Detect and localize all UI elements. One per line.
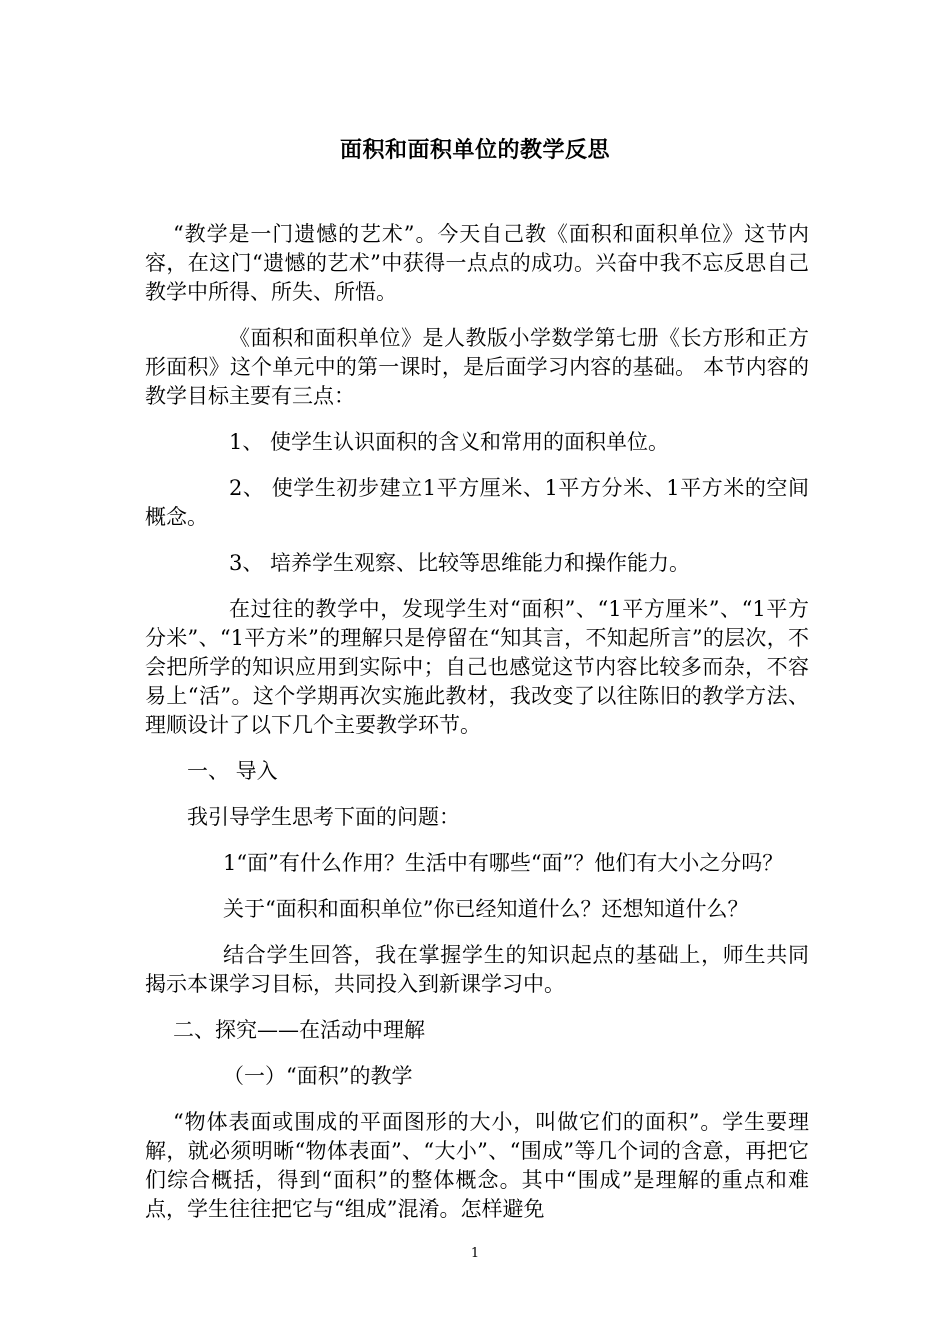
document-body [145,220,809,1241]
paragraph-area-definition: “物体表面或围成的平面图形的大小，叫做它们的面积”。学生要理解，就必须明晰“物体表面”、“大小”、“围成”等几个词的含意，再把它们综合概括，得到“面积”的整体概念。其中“围成”是理解的重点和难点，学生往往把它与“组成”混淆。怎样避免 [145,1110,809,1221]
section-heading-exploration: 二、探究——在活动中理解 [173,1018,425,1042]
paragraph-guiding-questions: 我引导学生思考下面的问题： [187,805,460,829]
paragraph-goal-2: 2、 使学生初步建立1平方厘米、1平方分米、1平方米的空间概念。 [145,476,809,529]
paragraph-student-answers: 结合学生回答，我在掌握学生的知识起点的基础上，师生共同揭示本课学习目标，共同投入到新课学习中。 [145,943,809,996]
document-title: 面积和面积单位的教学反思 [339,137,610,163]
paragraph-question-2: 关于“面积和面积单位”你已经知道什么？还想知道什么？ [223,897,749,921]
paragraph-question-1: 1“面”有什么作用？生活中有哪些“面”？他们有大小之分吗？ [223,851,784,875]
subsection-heading-area: （一）“面积”的教学 [223,1064,413,1088]
section-heading-introduction: 一、 导入 [187,759,278,783]
paragraph-past-teaching: 在过往的教学中，发现学生对“面积”、“1平方厘米”、“1平方分米”、“1平方米”的理解只是停留在“知其言，不知起所言”的层次，不会把所学的知识应用到实际中；自己也感觉这节内容比较多而杂，不容易上“活”。这个学期再次实施此教材，我改变了以往陈旧的教学方法、理顺设计了以下几个主要教学环节。 [145,597,809,737]
paragraph-lesson-overview: 《面积和面积单位》是人教版小学数学第七册《长方形和正方形面积》这个单元中的第一课时，是后面学习内容的基础。 本节内容的教学目标主要有三点： [145,326,809,408]
paragraph-goal-1: 1、 使学生认识面积的含义和常用的面积单位。 [229,430,670,454]
paragraph-intro: “教学是一门遗憾的艺术”。今天自己教《面积和面积单位》这节内容，在这门“遗憾的艺术”中获得一点点的成功。兴奋中我不忘反思自己教学中所得、所失、所悟。 [145,222,809,304]
page-number: 1 [470,1246,480,1261]
paragraph-goal-3: 3、 培养学生观察、比较等思维能力和操作能力。 [229,551,691,575]
